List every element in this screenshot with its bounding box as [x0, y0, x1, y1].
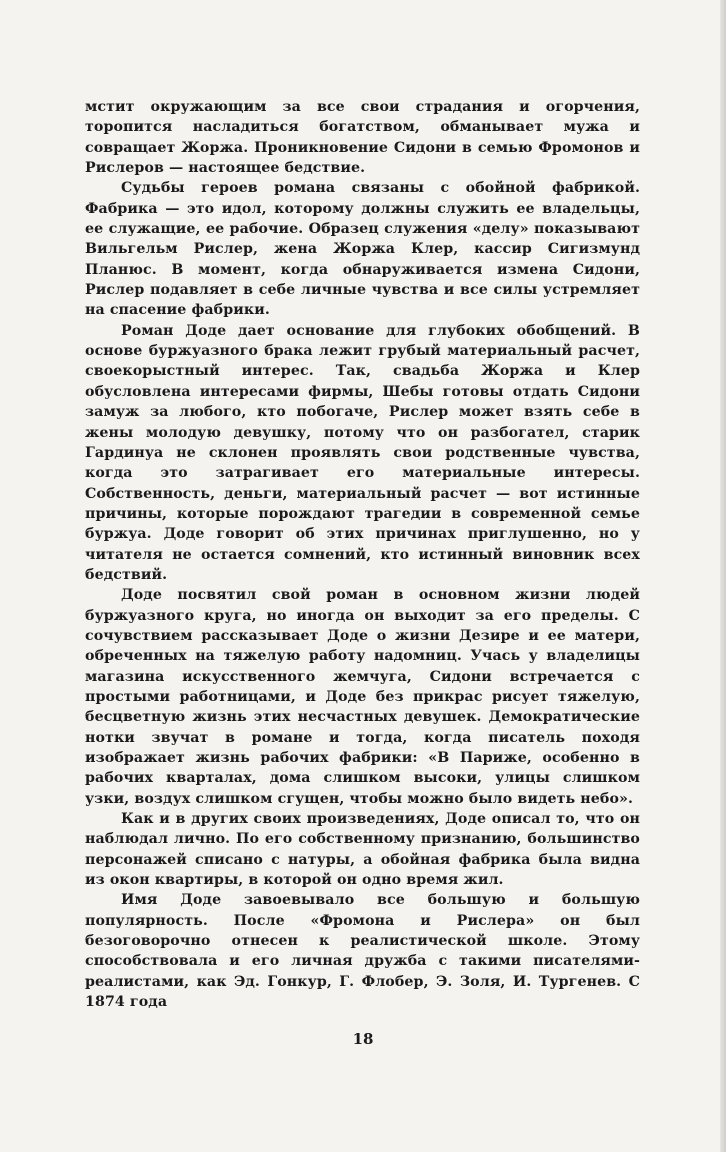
page-number: 18 [352, 1030, 374, 1048]
paragraph-observation: Как и в других своих произведениях, Доде описал то, что он наблюдал лично. По его собственному признанию, большинство персонажей списано с натуры, а обойная фабрика была видна из окон квартиры, в которой он одно время жил. [85, 811, 640, 889]
paragraph-popularity: Имя Доде завоевывало все большую и большую популярность. После «Фромона и Рислера» он был безоговорочно отнесен к реалистической школе. Этому способствовала и его личная дружба с такими писателями-реалистами, как Эд. Гонкур, Г. Флобер, Э. Золя, И. Тургенев. С 1874 года [85, 892, 640, 1011]
paragraph-continuation: мстит окружающим за все свои страдания и огорчения, торопится насладиться богатством, обманывает мужа и совращает Жоржа. Проникновение Сидони в семью Фромонов и Рислеров — настоящее бедствие. [85, 99, 640, 177]
body-text [85, 97, 640, 1012]
paragraph-factory: Судьбы героев романа связаны с обойной фабрикой. Фабрика — это идол, которому должны служить ее владельцы, ее служащие, ее рабочие. Образец служения «делу» показывают Вильгельм Рислер, жена Жоржа Клер, кассир Сигизмунд Планюс. В момент, когда обнаруживается измена Сидони, Рислер подавляет в себе личные чувства и все силы устремляет на спасение фабрики. [85, 180, 640, 319]
paragraph-marriage: Роман Доде дает основание для глубоких обобщений. В основе буржуазного брака лежит грубый материальный расчет, своекорыстный интерес. Так, свадьба Жоржа и Клер обусловлена интересами фирмы, Шебы готовы отдать Сидони замуж за любого, кто побогаче, Рислер может взять себе в жены молодую девушку, потому что он разбогател, старик Гардинуа не склонен проявлять свои родственные чувства, когда это затрагивает его материальные интересы. Собственность, деньги, материальный расчет — вот истинные причины, которые порождают трагедии в современной семье буржуа. Доде говорит об этих причинах приглушенно, но у читателя не остается сомнений, кто истинный виновник всех бедствий. [85, 322, 640, 583]
page-edge-shadow [720, 0, 726, 1152]
paragraph-bourgeois-circle: Доде посвятил свой роман в основном жизни людей буржуазного круга, но иногда он выходит за его пределы. С сочувствием рассказывает Доде о жизни Дезире и ее матери, обреченных на тяжелую работу надомниц. Учась у владелицы магазина искусственного жемчуга, Сидони встречается с простыми работницами, и Доде без прикрас рисует тяжелую, бесцветную жизнь этих несчастных девушек. Демократические нотки звучат в романе и тогда, когда писатель походя изображает жизнь рабочих фабрики: «В Париже, особенно в рабочих кварталах, дома слишком высоки, улицы слишком узки, воздух слишком сгущен, чтобы можно было видеть небо». [85, 587, 640, 807]
